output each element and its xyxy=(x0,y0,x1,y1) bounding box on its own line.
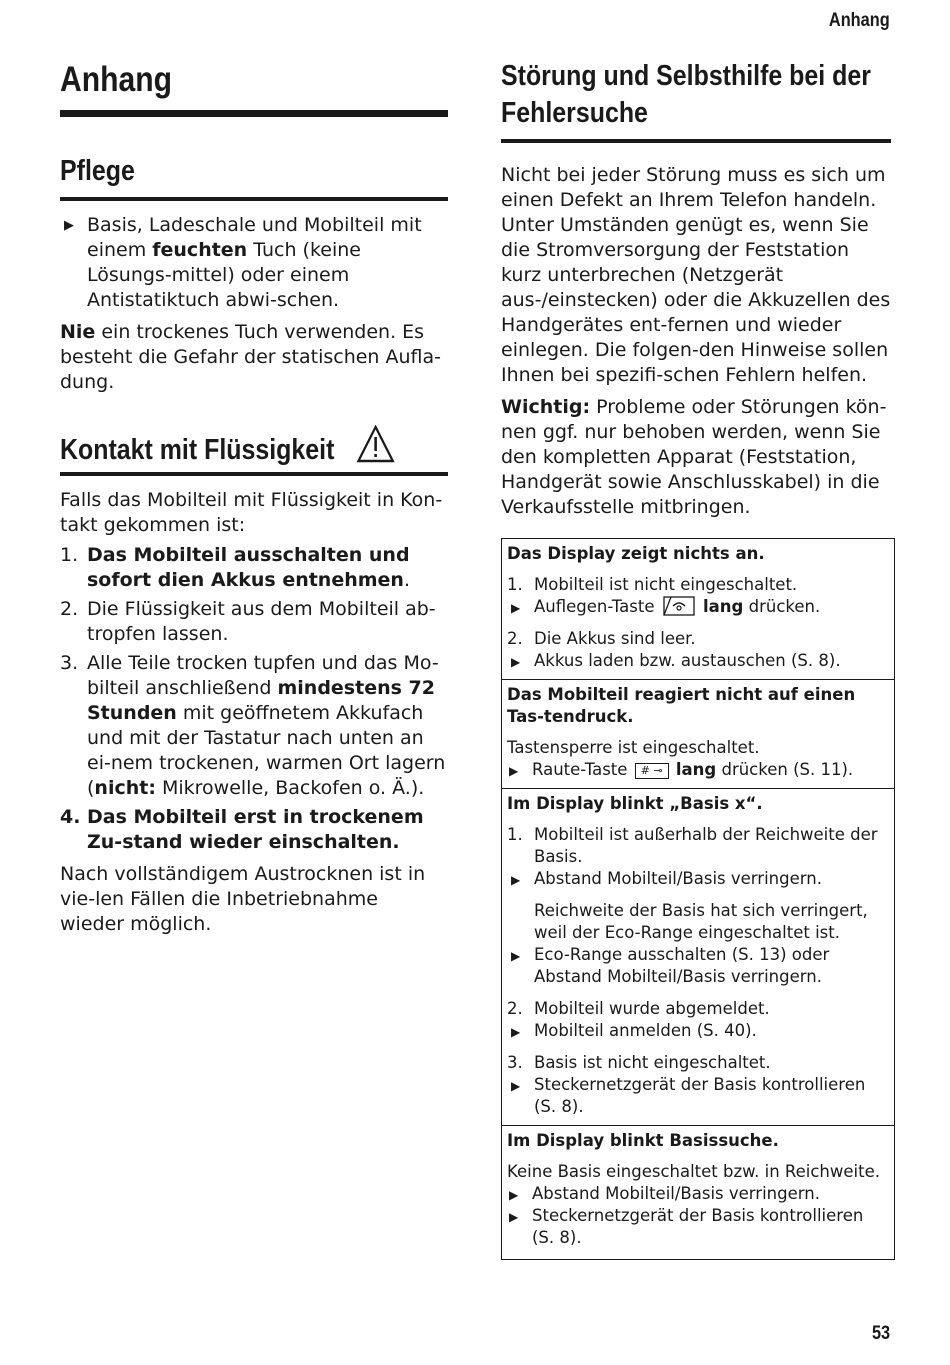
arrow-icon: ▶ xyxy=(511,655,521,669)
pflege-note: Nie ein trockenes Tuch verwenden. Es besteht die Gefahr der statischen Aufla-dung. xyxy=(60,321,442,393)
running-header: Anhang xyxy=(829,10,890,31)
table-row: Im Display blinkt „Basis x“. 1. Mobilteil ist außerhalb der Reichweite der Basis. ▶ Abstand Mobilteil/Basis verringern. Reichweite der Basis hat sich verringert, weil der Eco-Range eingeschaltet ist. ▶ Eco-Range ausschalten (S. 13) oder Abstand Mobilteil/Basis verringern. 2. Mobilteil wurde abgemeldet. ▶ Mobilteil anmelden (S. 40). 3. Basis ist nicht eingeschaltet. ▶ Steckernetzgerät der Basis kontrollieren (S. 8). xyxy=(502,789,895,1126)
arrow-icon: ▶ xyxy=(509,1210,519,1224)
right-column xyxy=(501,58,891,1260)
end-call-key-icon xyxy=(662,596,696,616)
arrow-icon: ▶ xyxy=(511,949,521,963)
list-item: 1. Das Mobilteil ausschalten und sofort dien Akkus entnehmen. xyxy=(60,544,411,591)
table-row: Im Display blinkt Basissuche. Keine Basis eingeschaltet bzw. in Reichweite. ▶ Abstand Mobilteil/Basis verringern. ▶ Steckernetzgerät der Basis kontrollieren (S. 8). xyxy=(502,1126,895,1260)
left-column xyxy=(60,58,448,937)
arrow-icon: ▶ xyxy=(511,601,521,615)
list-item: 4. Das Mobilteil erst in trockenem Zu-stand wieder einschalten. xyxy=(60,806,424,853)
kontakt-intro: Falls das Mobilteil mit Flüssigkeit in Kon-takt gekommen ist: xyxy=(60,489,443,536)
arrow-icon: ▶ xyxy=(64,218,74,233)
page-title: Anhang xyxy=(60,60,173,99)
arrow-icon: ▶ xyxy=(511,1079,521,1093)
arrow-icon: ▶ xyxy=(511,1025,521,1039)
title-rule xyxy=(60,110,448,117)
table-row: Das Mobilteil reagiert nicht auf einen Tas-tendruck. Tastensperre ist eingeschaltet. ▶ Raute-Taste # ⊸ lang drücken (S. 11). xyxy=(502,680,895,789)
list-item: 3. Alle Teile trocken tupfen und das Mo-bilteil anschließend mindestens 72 Stunden mit geöffnetem Akkufach und mit der Tastatur nach unten an ei-nem trockenen, warmen Ort lagern (nicht: Mikrowelle, Backofen o. Ä.). xyxy=(60,652,446,799)
page-number: 53 xyxy=(871,1323,890,1344)
list-item: 2. Die Flüssigkeit aus dem Mobilteil ab-tropfen lassen. xyxy=(60,598,436,645)
arrow-icon: ▶ xyxy=(509,1188,519,1202)
pflege-bullet: ▶ Basis, Ladeschale und Mobilteil mit einem feuchten Tuch (keine Lösungs-mittel) oder einem Antistatiktuch abwi-schen. xyxy=(64,214,422,311)
kontakt-heading: Kontakt mit Flüssigkeit xyxy=(60,425,394,469)
pflege-heading: Pflege xyxy=(60,155,135,187)
troubleshooting-heading: Störung und Selbsthilfe bei der Fehlersuche xyxy=(501,60,871,129)
arrow-icon: ▶ xyxy=(509,764,519,778)
hash-key-icon: # ⊸ xyxy=(635,763,669,779)
arrow-icon: ▶ xyxy=(511,873,521,887)
kontakt-outro: Nach vollständigem Austrocknen ist in vie-len Fällen die Inbetriebnahme wieder möglich. xyxy=(60,863,426,935)
warning-icon xyxy=(357,425,395,463)
troubleshooting-table xyxy=(501,538,895,1260)
troubleshooting-intro: Nicht bei jeder Störung muss es sich um einen Defekt an Ihrem Telefon handeln. Unter Umständen genügt es, wenn Sie die Stromversorgung der Feststation kurz unterbrechen (Netzgerät aus-/einstecken) oder die Akkuzellen des Handgerätes ent-fernen und wieder einlegen. Die folgen-den Hinweise sollen Ihnen bei spezifi-schen Fehlern helfen. xyxy=(501,164,891,386)
table-row: Das Display zeigt nichts an. 1. Mobilteil ist nicht eingeschaltet. ▶ Auflegen-Taste lang drücken. 2. Die Akkus sind leer. ▶ Akkus laden bzw. austauschen (S. 8). xyxy=(502,539,895,680)
important-note: Wichtig: Probleme oder Störungen kön-nen ggf. nur behoben werden, wenn Sie den kompletten Apparat (Feststation, Handgerät sowie Anschlusskabel) in die Verkaufsstelle mitbringen. xyxy=(501,396,887,518)
